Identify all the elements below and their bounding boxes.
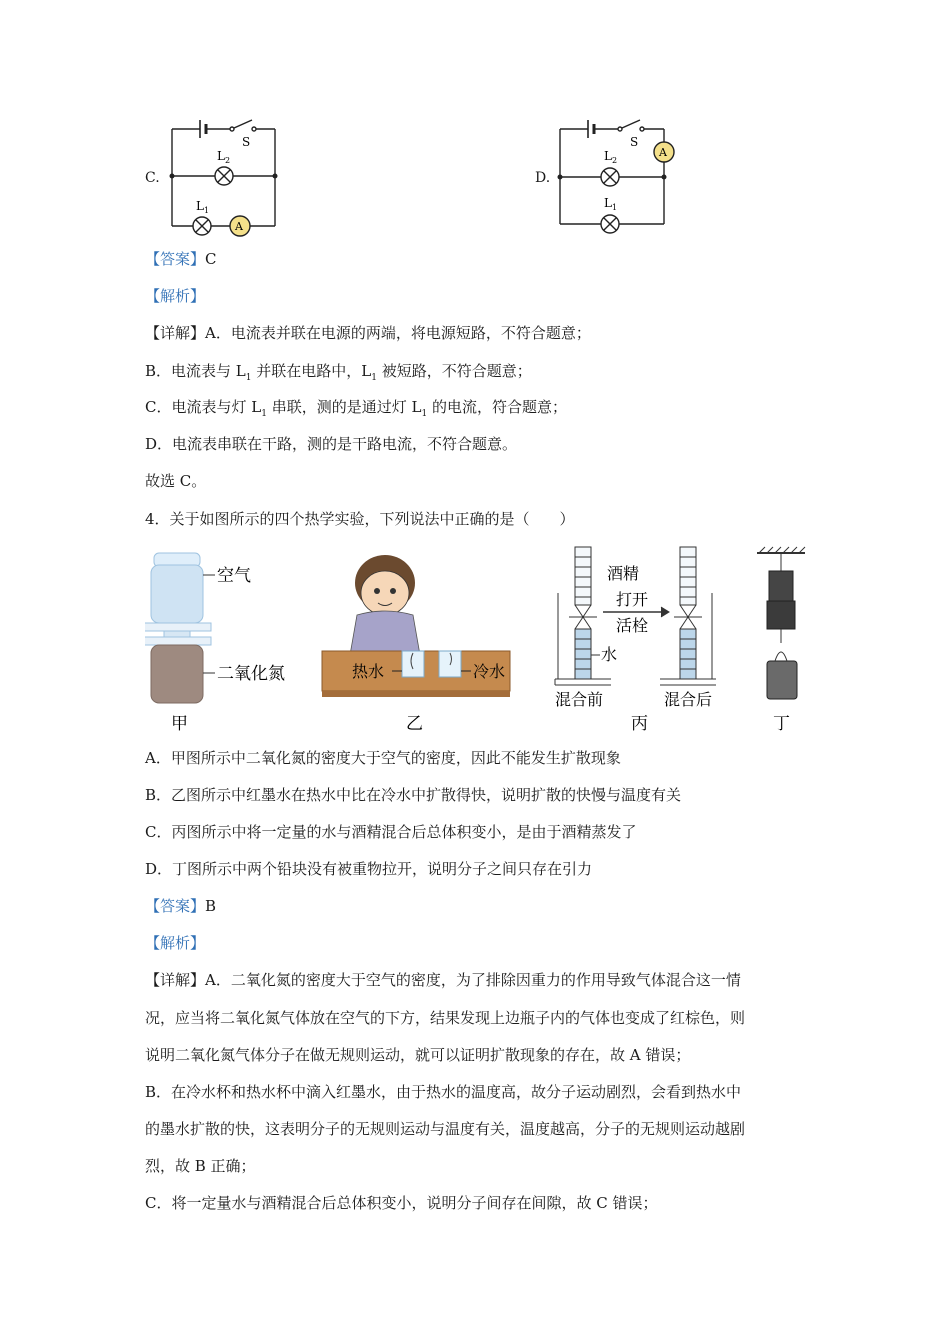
q4-figure bbox=[145, 543, 810, 738]
circuit-d-switch-label: S bbox=[630, 135, 639, 149]
q3-detail-c bbox=[145, 397, 567, 424]
circuit-d-l1-sub: 1 bbox=[612, 203, 618, 212]
q4-detail-line-2: 况，应当将二氧化氮气体放在空气的下方，结果发现上边瓶子内的气体也变成了红棕色，则 bbox=[145, 1009, 746, 1027]
q3-answer-tag: 【答案】 bbox=[145, 250, 206, 268]
jia-bottles bbox=[145, 553, 215, 703]
bing-caption: 丙 bbox=[631, 714, 648, 734]
circuit-d-diagram bbox=[548, 112, 688, 242]
jia-air-label: 空气 bbox=[217, 566, 251, 586]
yi-caption: 乙 bbox=[406, 714, 423, 734]
q4-option-d: D．丁图所示中两个铅块没有被重物拉开，说明分子之间只存在引力 bbox=[145, 860, 593, 878]
q3-conclusion: 故选 C。 bbox=[145, 472, 207, 490]
q4-detail-line-5: 的墨水扩散的快，这表明分子的无规则运动与温度有关，温度越高，分子的无规则运动越剧 bbox=[145, 1120, 746, 1138]
jia-caption: 甲 bbox=[171, 714, 188, 734]
ding-caption: 丁 bbox=[773, 714, 790, 734]
circuit-d-l1-label: L bbox=[604, 196, 612, 210]
circuit-d-l2-label: L bbox=[604, 149, 612, 163]
bing-open-label-1: 打开 bbox=[616, 590, 649, 609]
q4-option-a: A．甲图所示中二氧化氮的密度大于空气的密度，因此不能发生扩散现象 bbox=[145, 749, 621, 767]
q3-detail-b-sub2: 1 bbox=[371, 373, 377, 383]
q4-answer-tag: 【答案】 bbox=[145, 897, 206, 915]
circuit-d-l2-sub: 2 bbox=[612, 156, 618, 165]
q4-option-b: B．乙图所示中红墨水在热水中比在冷水中扩散得快，说明扩散的快慢与温度有关 bbox=[145, 786, 682, 804]
bing-alcohol-label: 酒精 bbox=[607, 564, 640, 583]
circuit-c-diagram bbox=[160, 112, 290, 242]
q3-detail-b-sub1: 1 bbox=[245, 373, 252, 383]
q4-detail-line-6: 烈，故 B 正确； bbox=[145, 1157, 256, 1175]
q3-answer-value: C bbox=[205, 250, 217, 268]
q3-detail-a bbox=[145, 323, 591, 343]
q3-detail-c-part3: 的电流，符合题意； bbox=[427, 398, 567, 416]
bing-open-label-2: 活栓 bbox=[616, 616, 649, 635]
q3-detail-b-part1: B．电流表与 L bbox=[145, 362, 246, 380]
circuit-c-label: C. bbox=[145, 170, 160, 186]
q3-detail-b-part2: 并联在电路中，L bbox=[251, 362, 372, 380]
q4-detail-tag: 【详解】 bbox=[145, 971, 206, 989]
circuit-c-l2-label: L bbox=[217, 149, 225, 163]
bing-water-label: 水 bbox=[601, 645, 618, 664]
circuit-d-label: D. bbox=[535, 170, 551, 186]
q4-answer bbox=[145, 896, 216, 916]
q3-answer bbox=[145, 249, 217, 269]
q3-analysis-tag: 【解析】 bbox=[145, 287, 206, 305]
bing-before-label: 混合前 bbox=[555, 690, 604, 709]
jia-no2-label: 二氧化氮 bbox=[217, 664, 285, 684]
q3-detail-d: D．电流表串联在干路，测的是干路电流，不符合题意。 bbox=[145, 435, 518, 453]
circuit-c-l1-sub: 1 bbox=[204, 206, 210, 215]
q3-detail-c-part2: 串联，测的是通过灯 L bbox=[266, 398, 422, 416]
q4-detail-line-7: C．将一定量水与酒精混合后总体积变小，说明分子间存在间隙，故 C 错误； bbox=[145, 1194, 658, 1212]
circuit-c-ammeter-label: A bbox=[235, 220, 243, 233]
circuit-c-l2-sub: 2 bbox=[225, 156, 231, 165]
circuit-c-l1-label: L bbox=[196, 199, 204, 213]
q4-detail-line-1-text: A．二氧化氮的密度大于空气的密度，为了排除因重力的作用导致气体混合这一情 bbox=[205, 971, 741, 989]
q4-stem: 4．关于如图所示的四个热学实验，下列说法中正确的是（ ） bbox=[145, 510, 575, 528]
q3-detail-b bbox=[145, 361, 532, 388]
q3-detail-c-sub2: 1 bbox=[421, 409, 428, 419]
q4-analysis-tag: 【解析】 bbox=[145, 934, 206, 952]
yi-hot-label: 热水 bbox=[352, 662, 385, 681]
bing-after-label: 混合后 bbox=[664, 690, 713, 709]
q4-option-c: C．丙图所示中将一定量的水与酒精混合后总体积变小，是由于酒精蒸发了 bbox=[145, 823, 637, 841]
bing-before-apparatus bbox=[555, 547, 611, 685]
q3-detail-c-sub1: 1 bbox=[261, 409, 267, 419]
q4-detail-line-1 bbox=[145, 970, 741, 990]
yi-cold-label: 冷水 bbox=[473, 662, 506, 681]
q3-detail-tag: 【详解】 bbox=[145, 324, 206, 342]
circuit-c-switch-label: S bbox=[242, 135, 251, 149]
q4-detail-line-3: 说明二氧化氮气体分子在做无规则运动，就可以证明扩散现象的存在，故 A 错误； bbox=[145, 1046, 691, 1064]
q4-detail-line-4: B．在冷水杯和热水杯中滴入红墨水，由于热水的温度高，故分子运动剧烈，会看到热水中 bbox=[145, 1083, 742, 1101]
q4-answer-value: B bbox=[205, 897, 217, 915]
circuit-d-ammeter-label: A bbox=[659, 146, 667, 159]
q3-detail-a-text: A．电流表并联在电源的两端，将电源短路，不符合题意； bbox=[205, 324, 591, 342]
q3-detail-b-part3: 被短路，不符合题意； bbox=[376, 362, 532, 380]
q3-detail-c-part1: C．电流表与灯 L bbox=[145, 398, 262, 416]
ding-lead-blocks bbox=[757, 547, 805, 699]
